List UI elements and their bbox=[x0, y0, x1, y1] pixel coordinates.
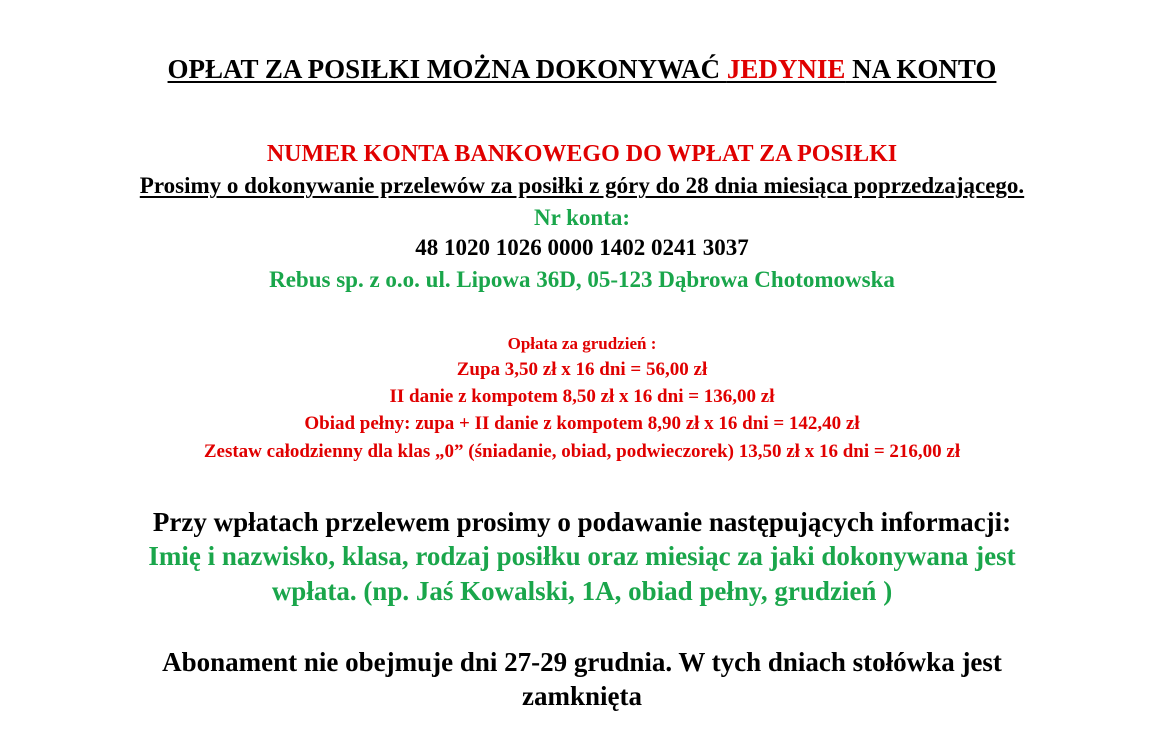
account-number-label: Nr konta: bbox=[533, 205, 631, 230]
fee-item-full-day-set: Zestaw całodzienny dla klas „0” (śniadanie, obiad, podwieczorek) 13,50 zł x 16 dni = 216,00 zł bbox=[203, 441, 961, 462]
transfer-info-line: wpłata. (np. Jaś Kowalski, 1A, obiad pełny, grudzień ) bbox=[271, 576, 893, 606]
page-title bbox=[0, 56, 1164, 83]
fee-item-soup: Zupa 3,50 zł x 16 dni = 56,00 zł bbox=[456, 359, 708, 380]
account-heading: NUMER KONTA BANKOWEGO DO WPŁAT ZA POSIŁKI bbox=[266, 141, 898, 167]
fees-heading: Opłata za grudzień : bbox=[507, 334, 657, 353]
account-number: 48 1020 1026 0000 1402 0241 3037 bbox=[415, 235, 749, 260]
title-after: NA KONTO bbox=[845, 54, 997, 84]
title-highlight: JEDYNIE bbox=[726, 54, 846, 84]
title-text bbox=[168, 54, 997, 84]
closing-notice-line: Abonament nie obejmuje dni 27-29 grudnia. W tych dniach stołówka jest bbox=[162, 647, 1002, 677]
company-address: Rebus sp. z o.o. ul. Lipowa 36D, 05-123 Dąbrowa Chotomowska bbox=[269, 267, 895, 292]
transfer-info-heading: Przy wpłatach przelewem prosimy o podawanie następujących informacji: bbox=[152, 507, 1012, 537]
payment-notice-text: Prosimy o dokonywanie przelewów za posiłki z góry do 28 dnia miesiąca poprzedzającego. bbox=[139, 173, 1025, 198]
payment-notice bbox=[0, 174, 1164, 197]
closing-notice-line: zamknięta bbox=[522, 681, 642, 711]
fee-item-main-course: II danie z kompotem 8,50 zł x 16 dni = 136,00 zł bbox=[389, 386, 775, 407]
fee-item-full-dinner: Obiad pełny: zupa + II danie z kompotem 8,90 zł x 16 dni = 142,40 zł bbox=[304, 413, 860, 434]
transfer-info-line: Imię i nazwisko, klasa, rodzaj posiłku oraz miesiąc za jaki dokonywana jest bbox=[148, 541, 1016, 571]
title-before: OPŁAT ZA POSIŁKI MOŻNA DOKONYWAĆ bbox=[167, 54, 727, 84]
